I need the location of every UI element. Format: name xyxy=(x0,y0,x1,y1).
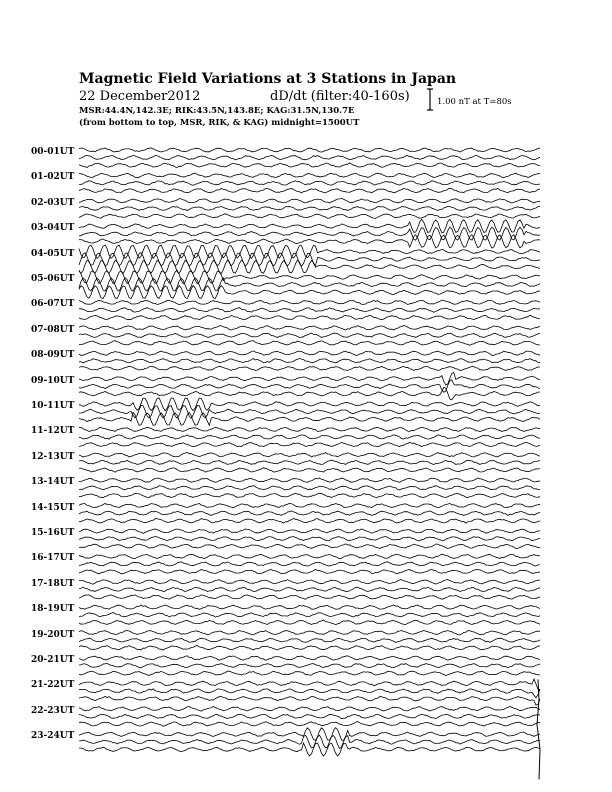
hour-label-3: 03-04UT xyxy=(31,223,75,234)
trace-KAG-hour-0 xyxy=(79,148,540,152)
hour-label-5: 05-06UT xyxy=(31,274,75,284)
trace-RIK-hour-22 xyxy=(79,714,540,718)
trace-MSR-hour-14 xyxy=(79,518,540,523)
trace-MSR-hour-3 xyxy=(79,235,540,248)
trace-MSR-hour-2 xyxy=(79,214,540,219)
trace-KAG-hour-10 xyxy=(79,398,540,411)
trace-RIK-hour-19 xyxy=(79,638,540,642)
trace-KAG-hour-20 xyxy=(79,656,540,661)
trace-RIK-hour-23 xyxy=(79,735,540,748)
trace-KAG-hour-9 xyxy=(79,373,540,386)
trace-MSR-hour-21 xyxy=(79,696,540,705)
hour-label-19: 19-20UT xyxy=(31,629,75,640)
hour-label-9: 09-10UT xyxy=(31,375,75,386)
trace-RIK-hour-14 xyxy=(79,511,540,516)
hour-label-20: 20-21UT xyxy=(31,655,75,665)
hour-label-13: 13-14UT xyxy=(31,477,75,488)
chart-date: 22 December2012 xyxy=(79,89,201,104)
trace-RIK-hour-11 xyxy=(79,435,540,439)
trace-RIK-hour-1 xyxy=(79,181,540,186)
trace-RIK-hour-21 xyxy=(79,689,540,698)
hour-label-21: 21-22UT xyxy=(31,680,75,691)
scale-bar xyxy=(427,89,433,110)
hour-label-6: 06-07UT xyxy=(31,299,75,310)
trace-MSR-hour-8 xyxy=(79,366,540,370)
trace-RIK-hour-17 xyxy=(79,587,540,591)
hour-label-0: 00-01UT xyxy=(31,147,75,157)
hour-label-11: 11-12UT xyxy=(31,426,75,437)
hour-label-23: 23-24UT xyxy=(31,731,75,742)
trace-MSR-hour-17 xyxy=(79,595,540,600)
trace-MSR-hour-10 xyxy=(79,412,540,425)
chart-quantity: dD/dt (filter:40-160s) xyxy=(270,89,410,104)
scale-bar-label: 1.00 nT at T=80s xyxy=(437,97,512,107)
hour-label-12: 12-13UT xyxy=(31,451,75,462)
trace-RIK-hour-13 xyxy=(79,486,540,490)
trace-RIK-hour-10 xyxy=(79,405,540,418)
trace-MSR-hour-11 xyxy=(79,442,540,446)
trace-MSR-hour-12 xyxy=(79,468,540,472)
trace-KAG-hour-16 xyxy=(79,554,540,559)
station-order-note: (from bottom to top, MSR, RIK, & KAG) midnight=1500UT xyxy=(79,118,360,128)
hour-label-15: 15-16UT xyxy=(31,528,75,538)
trace-MSR-hour-18 xyxy=(79,620,540,625)
trace-RIK-hour-12 xyxy=(79,460,540,465)
trace-KAG-hour-11 xyxy=(79,427,540,431)
trace-RIK-hour-5 xyxy=(79,278,540,291)
trace-MSR-hour-0 xyxy=(79,163,540,168)
trace-KAG-hour-17 xyxy=(79,580,540,585)
trace-KAG-hour-1 xyxy=(79,173,540,178)
trace-MSR-hour-13 xyxy=(79,493,540,498)
hour-label-17: 17-18UT xyxy=(31,578,75,589)
trace-RIK-hour-16 xyxy=(79,562,540,566)
trace-MSR-hour-7 xyxy=(79,341,540,346)
chart-title: Magnetic Field Variations at 3 Stations in Japan xyxy=(79,71,457,87)
trace-RIK-hour-3 xyxy=(79,227,540,240)
traces xyxy=(79,148,540,780)
trace-RIK-hour-6 xyxy=(79,308,540,313)
trace-KAG-hour-4 xyxy=(79,245,540,259)
hour-label-10: 10-11UT xyxy=(31,401,75,411)
stations-coordinates: MSR:44.4N,142.3E; RIK:43.5N,143.8E; KAG:31.5N,130.7E xyxy=(79,106,355,116)
trace-MSR-hour-5 xyxy=(79,285,540,298)
trace-MSR-hour-15 xyxy=(79,544,540,549)
trace-KAG-hour-21 xyxy=(79,679,540,690)
trace-KAG-hour-5 xyxy=(79,270,540,284)
hour-label-2: 02-03UT xyxy=(31,197,75,208)
end-of-day-excursion xyxy=(537,679,540,779)
trace-MSR-hour-1 xyxy=(79,188,540,193)
trace-RIK-hour-18 xyxy=(79,613,540,618)
trace-RIK-hour-15 xyxy=(79,536,540,540)
trace-MSR-hour-22 xyxy=(79,722,540,727)
hour-label-4: 04-05UT xyxy=(31,248,75,259)
hour-label-22: 22-23UT xyxy=(31,705,75,716)
trace-RIK-hour-9 xyxy=(79,380,540,393)
trace-KAG-hour-15 xyxy=(79,529,540,533)
trace-MSR-hour-20 xyxy=(79,671,540,675)
trace-RIK-hour-0 xyxy=(79,155,540,160)
trace-KAG-hour-2 xyxy=(79,199,540,204)
trace-RIK-hour-20 xyxy=(79,664,540,668)
hour-label-7: 07-08UT xyxy=(31,324,75,335)
hour-label-1: 01-02UT xyxy=(31,172,75,183)
trace-MSR-hour-6 xyxy=(79,315,540,320)
trace-MSR-hour-9 xyxy=(79,387,540,400)
trace-MSR-hour-16 xyxy=(79,569,540,574)
trace-KAG-hour-6 xyxy=(79,300,540,305)
hour-label-16: 16-17UT xyxy=(31,553,75,564)
trace-KAG-hour-7 xyxy=(79,326,540,331)
hour-label-18: 18-19UT xyxy=(31,604,75,615)
trace-KAG-hour-22 xyxy=(79,706,540,711)
trace-KAG-hour-3 xyxy=(79,219,540,232)
trace-RIK-hour-8 xyxy=(79,359,540,363)
trace-KAG-hour-12 xyxy=(79,452,540,457)
trace-KAG-hour-8 xyxy=(79,351,540,356)
trace-KAG-hour-18 xyxy=(79,605,540,609)
trace-MSR-hour-19 xyxy=(79,646,540,651)
trace-RIK-hour-7 xyxy=(79,333,540,337)
trace-KAG-hour-13 xyxy=(79,478,540,482)
hour-label-14: 14-15UT xyxy=(31,502,75,513)
trace-KAG-hour-19 xyxy=(79,630,540,635)
trace-KAG-hour-23 xyxy=(79,728,540,741)
trace-RIK-hour-2 xyxy=(79,206,540,210)
trace-KAG-hour-14 xyxy=(79,503,540,508)
hour-label-8: 08-09UT xyxy=(31,350,75,361)
